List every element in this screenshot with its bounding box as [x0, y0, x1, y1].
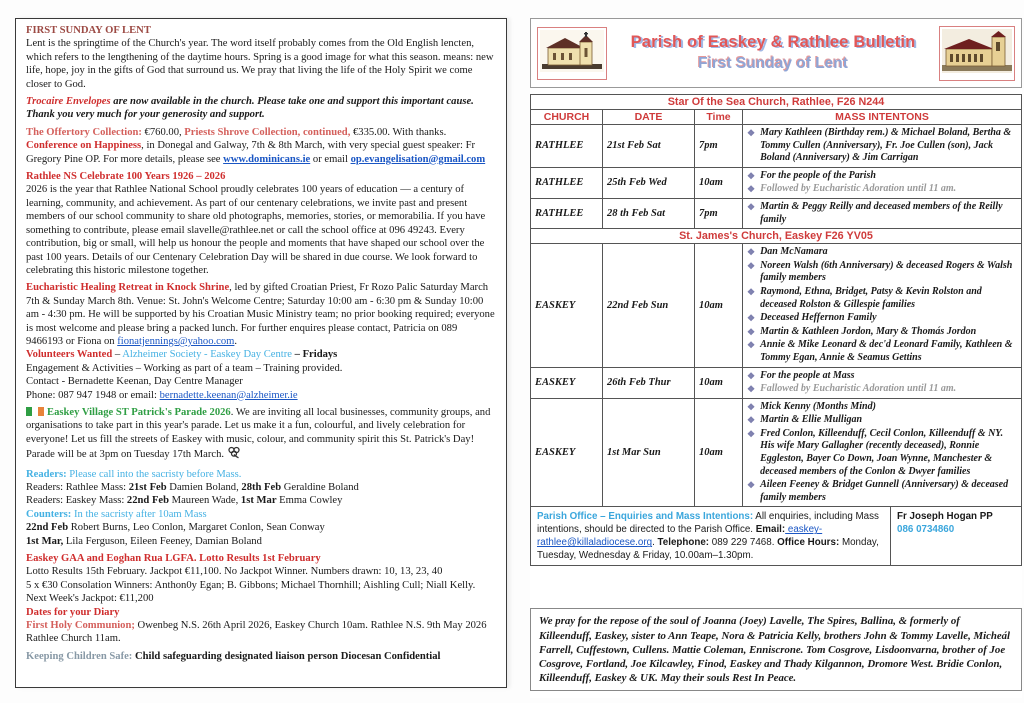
intentions-cell [743, 367, 1022, 398]
mass-intention-item: ❖ Annie & Mike Leonard & dec'd Leonard Family, Kathleen & Tommy Egan, Annie & Seamus Gettins [747, 339, 1013, 363]
diamond-bullet-icon: ❖ [747, 184, 756, 195]
diamond-bullet-icon: ❖ [747, 286, 756, 297]
lotto-line-1: Lotto Results 15th February. Jackpot €11,100. No Jackpot Winner. Numbers drawn: 10, 13, 23, 40 [26, 566, 443, 578]
diamond-bullet-icon: ❖ [747, 428, 756, 439]
evangelisation-email-link[interactable]: op.evangelisation@gmail.com [350, 153, 486, 165]
readers-rathlee-line: Readers: Rathlee Mass: 21st Feb Damien Boland, 28th Feb Geraldine Boland [26, 482, 359, 493]
easkey-church-photo-icon [939, 26, 1015, 81]
fiona-email-link[interactable]: fionatjennings@yahoo.com [117, 335, 235, 347]
counters-note: Counters: In the sacristy after 10am Mass [26, 508, 207, 520]
fhc-label: First Holy Communion; [26, 620, 135, 632]
mass-intentions-table [530, 94, 1022, 507]
column-header-mass-intentions: MASS INTENTONS [743, 110, 1022, 125]
diamond-bullet-icon: ❖ [747, 170, 756, 181]
lotto-line-2: 5 x €30 Consolation Winners: Anthon0y Egan; B. Gibbons; Michael Thornhill; Aishling Cull; Niall Kelly. Next Week's Jackpot: €11,200 [26, 579, 476, 605]
engagement-line: Engagement & Activities – Working as part of a team – Training provided. [26, 362, 343, 374]
time-cell: 7pm [695, 198, 743, 228]
shrove-label: Priests Shrove Collection, continued, [184, 126, 351, 138]
bulletin-title: Parish of Easkey & Rathlee Bulletin [630, 33, 916, 51]
readers-easkey-line: Readers: Easkey Mass: 22nd Feb Maureen Wade, 1st Mar Emma Cowley [26, 495, 343, 507]
safeguarding-label: Keeping Children Safe: [26, 650, 133, 662]
bulletin-header [530, 18, 1022, 88]
rathlee-church-photo-icon [537, 27, 607, 80]
table-row [531, 244, 1022, 367]
intentions-cell [743, 398, 1022, 507]
mass-intention-item: ❖ Raymond, Ethna, Bridget, Patsy & Kevin Rolston and deceased Rolston & Gillespie families [747, 285, 982, 310]
priest-phone: 086 0734860 [897, 524, 955, 536]
retreat-paragraph: Eucharistic Healing Retreat in Knock Shrine, led by gifted Croatian Priest, Fr Rozo Palic Saturday March 7th & Sunday March 8th. Venue: St. John's Welcome Centre; Saturday 10:00 am - 6:30 pm & Sunday 10:00 am - 4:30 pm. He will be supported by his Croatian Music Ministry team; no prior booking required; everyone is most welcome and please bring a packed lunch. For further enquires please contact, Patricia on 089 9466193 or Fiona on fionatjennings@yahoo.com. [26, 282, 495, 347]
parade-paragraph: Easkey Village ST Patrick's Parade 2026. We are inviting all local businesses, community groups, and organisations to take part in this year's parade. Let us make it a fun, colourful, and lively celebration for everyone! Let us fill the streets of Easkey with music, colour, and community spirit this St. Patrick's Day! Parade will be at 3pm on Tuesday 17th March. [26, 406, 496, 464]
table-row [531, 398, 1022, 507]
mass-intention-item: ❖ Followed by Eucharistic Adoration until 11 am. [747, 183, 957, 195]
priest-name: Fr Joseph Hogan PP [897, 511, 993, 523]
time-cell: 7pm [695, 125, 743, 168]
offertory-line: The Offertory Collection: €760.00, Priests Shrove Collection, continued, €335.00. With thanks. [26, 126, 447, 138]
church-cell: RATHLEE [531, 125, 603, 168]
mass-intention-item: ❖ Dan McNamara [747, 246, 828, 258]
safeguarding-line: Keeping Children Safe: Child safeguarding designated liaison person Diocesan Confidential [26, 650, 441, 662]
church-cell: EASKEY [531, 398, 603, 507]
mass-intention-item: ❖ For the people at Mass [747, 369, 855, 381]
shamrock-icon [227, 446, 241, 463]
volunteers-label: Volunteers Wanted [26, 349, 113, 361]
offertory-label: The Offertory Collection: [26, 126, 142, 138]
date-cell: 26th Feb Thur [603, 367, 695, 398]
parish-email-link[interactable]: easkey-rathlee@killaladiocese.org [537, 524, 823, 549]
diamond-bullet-icon: ❖ [747, 260, 756, 271]
diamond-bullet-icon: ❖ [747, 401, 756, 412]
mass-intention-item: ❖ Deceased Heffernon Family [747, 312, 877, 324]
phone-line: Phone: 087 947 1948 or email: bernadette.keenan@alzheimer.ie [26, 389, 298, 401]
column-header-time: Time [695, 110, 743, 125]
church-cell: RATHLEE [531, 167, 603, 198]
irish-flag-orange-icon [38, 407, 44, 416]
counters-line-1: 22nd Feb Robert Burns, Leo Conlon, Margaret Conlon, Sean Conway [26, 522, 325, 534]
mass-intention-item: ❖ Martin & Kathleen Jordon, Mary & Thomás Jordon [747, 325, 977, 337]
mass-intention-item: ❖ Mary Kathleen (Birthday rem.) & Michael Boland, Bertha & Tommy Cullen (Anniversary), Fr. Joe Cullen (son), Jack Boland (Anniversary) & Jim Carrigan [747, 127, 1012, 164]
church-cell: RATHLEE [531, 198, 603, 228]
easkey-section-header: St. James's Church, Easkey F26 YV05 [531, 229, 1022, 244]
lent-intro-paragraph: Lent is the springtime of the Church's year. The word itself probably comes from the Old English lencten, which refers to the lengthening of the daytime hours. Spring is a good image for what this season. means: new life, hope, joy in the gifts of God that surround us. We pray that living the life of the Holy Spirit we come closer to God. [26, 38, 494, 90]
mass-intention-item: ❖ Noreen Walsh (6th Anniversary) & deceased Rogers & Walsh family members [747, 259, 1013, 284]
date-cell: 22nd Feb Sun [603, 244, 695, 367]
diamond-bullet-icon: ❖ [747, 384, 756, 395]
right-page [530, 18, 1022, 698]
dominicans-link[interactable]: www.dominicans.ie [223, 153, 311, 165]
mass-intention-item: ❖ Martin & Ellie Mulligan [747, 414, 863, 426]
parade-title: Easkey Village ST Patrick's Parade 2026 [47, 406, 231, 418]
diamond-bullet-icon: ❖ [747, 370, 756, 381]
diamond-bullet-icon: ❖ [747, 415, 756, 426]
diamond-bullet-icon: ❖ [747, 340, 756, 351]
table-row [531, 198, 1022, 228]
mass-intention-item: ❖ Fallowed by Eucharistic Adoration until 11 am. [747, 383, 957, 395]
diamond-bullet-icon: ❖ [747, 247, 756, 258]
mass-intention-item: ❖ Martin & Peggy Reilly and deceased members of the Reilly family [747, 200, 1003, 225]
repose-paragraph: We pray for the repose of the soul of Joanna (Joey) Lavelle, The Spires, Ballina, & formerly of Killeenduff, Easkey, sister to Ann Teape, Nora & Patricia Kelly, brothers John & Tommy Lavelle, Micheál Farrell, Cuffestown, Cullens. Mattie Coleman, Enniscrone. Tom Cosgrove, Lisdoonvarna, brother of Joe Cosgrove, Fortland, Joe Kilcawley, Finod, Easkey and Thady Kilgannon, Dromore West. Bridie Conlon, Killeenduff, Easkey & UK. May their souls Rest In Peace. [530, 608, 1022, 691]
priest-contact [891, 507, 1021, 565]
church-cell: EASKEY [531, 244, 603, 367]
section-title-first-sunday-of-lent: FIRST SUNDAY OF LENT [26, 25, 151, 36]
date-cell: 28 th Feb Sat [603, 198, 695, 228]
parish-office-info: Parish Office – Enquiries and Mass Intentions: All enquiries, including Mass intentions, should be directed to the Parish Office. Email: easkey-rathlee@killaladiocese.org. Telephone: 089 229 7468. Office Hours: Monday, Tuesday, Wednesday & Friday, 10.00am–1.30pm. [531, 507, 891, 565]
bulletin-subtitle: First Sunday of Lent [698, 55, 848, 72]
retreat-label: Eucharistic Healing Retreat in Knock Shrine [26, 282, 230, 294]
irish-flag-green-icon [26, 407, 32, 416]
diamond-bullet-icon: ❖ [747, 128, 756, 138]
intentions-cell [743, 167, 1022, 198]
trocaire-notice: Trocaire Envelopes are now available in the church. Please take one and support this important cause. Thank you very much for your generosity and support. [26, 96, 474, 121]
intentions-cell [743, 244, 1022, 367]
trocaire-label: Trocaire Envelopes [26, 96, 111, 108]
date-cell: 1st Mar Sun [603, 398, 695, 507]
parish-office-block [530, 507, 1022, 566]
column-header-church: CHURCH [531, 110, 603, 125]
intentions-cell [743, 125, 1022, 168]
bernadette-email-link[interactable]: bernadette.keenan@alzheimer.ie [159, 389, 298, 401]
intentions-cell [743, 198, 1022, 228]
rathlee-ns-paragraph: 2026 is the year that Rathlee National School proudly celebrates 100 years of education — a century of learning, community, and achievement. As part of our centenary celebrations, we invite past and present members of our school community to share old photographs, memories, stories, or memorabilia. If you have something to contribute, please email slavelle@rathlee.net or call the school office at 096 49243. Every contribution, big or small, will help us honour the people and moments that have shaped our school over the past 100 years. Details of our Centenary Celebration Day will be shared in due course. We look forward to celebrating this historic milestone together. [26, 184, 486, 276]
bulletin-titles [607, 33, 939, 73]
table-row [531, 367, 1022, 398]
lotto-title: Easkey GAA and Eoghan Rua LGFA. Lotto Results 1st February [26, 553, 321, 565]
diamond-bullet-icon: ❖ [747, 326, 756, 337]
alzheimer-society-label: Alzheimer Society - Easkey Day Centre [122, 349, 292, 361]
time-cell: 10am [695, 244, 743, 367]
table-row [531, 167, 1022, 198]
mass-intention-item: ❖ For the people of the Parish [747, 169, 876, 181]
readers-label: Readers: [26, 468, 67, 480]
mass-intention-item: ❖ Fred Conlon, Killeenduff, Cecil Conlon, Killeenduff & NY. His wife Mary Gallagher (recently deceased), Ronnie Eggleston, Bayer Co Down, Joan Wynne, Manchester & deceased members of the Conlon & Dwyer families [747, 427, 1004, 477]
counters-label: Counters: [26, 508, 72, 520]
diamond-bullet-icon: ❖ [747, 480, 756, 491]
left-page [15, 18, 507, 688]
time-cell: 10am [695, 367, 743, 398]
diamond-bullet-icon: ❖ [747, 201, 756, 212]
parish-office-label: Parish Office – Enquiries and Mass Intentions: [537, 511, 754, 523]
readers-note: Readers: Please call into the sacristy before Mass. [26, 468, 242, 480]
counters-line-2: 1st Mar, Lila Ferguson, Eileen Feeney, Damian Boland [26, 535, 262, 547]
column-header-date: DATE [603, 110, 695, 125]
date-cell: 21st Feb Sat [603, 125, 695, 168]
date-cell: 25th Feb Wed [603, 167, 695, 198]
conference-paragraph: Conference on Happiness, in Donegal and Galway, 7th & 8th March, with very special guest speaker: Fr Gregory Pine OP. For more details, please see www.dominicans.ie or email op.evangelisation@gmail.com [26, 140, 486, 165]
rathlee-section-header: Star Of the Sea Church, Rathlee, F26 N244 [531, 95, 1022, 110]
diamond-bullet-icon: ❖ [747, 313, 756, 324]
time-cell: 10am [695, 398, 743, 507]
contact-line: Contact - Bernadette Keenan, Day Centre Manager [26, 376, 243, 388]
first-holy-communion-line: First Holy Communion; Owenbeg N.S. 26th April 2026, Easkey Church 10am. Rathlee N.S. 9th May 2026 Rathlee Church 11am. [26, 620, 487, 645]
mass-intention-item: ❖ Mick Kenny (Months Mind) [747, 400, 876, 412]
volunteers-line: Volunteers Wanted – Alzheimer Society - Easkey Day Centre – Fridays [26, 349, 338, 361]
time-cell: 10am [695, 167, 743, 198]
diary-title: Dates for your Diary [26, 606, 120, 618]
rathlee-ns-title: Rathlee NS Celebrate 100 Years 1926 – 2026 [26, 171, 226, 183]
table-row [531, 125, 1022, 168]
church-cell: EASKEY [531, 367, 603, 398]
conference-label: Conference on Happiness [26, 140, 142, 152]
mass-intention-item: ❖ Aileen Feeney & Bridget Gunnell (Anniversary) & deceased family members [747, 479, 1009, 503]
